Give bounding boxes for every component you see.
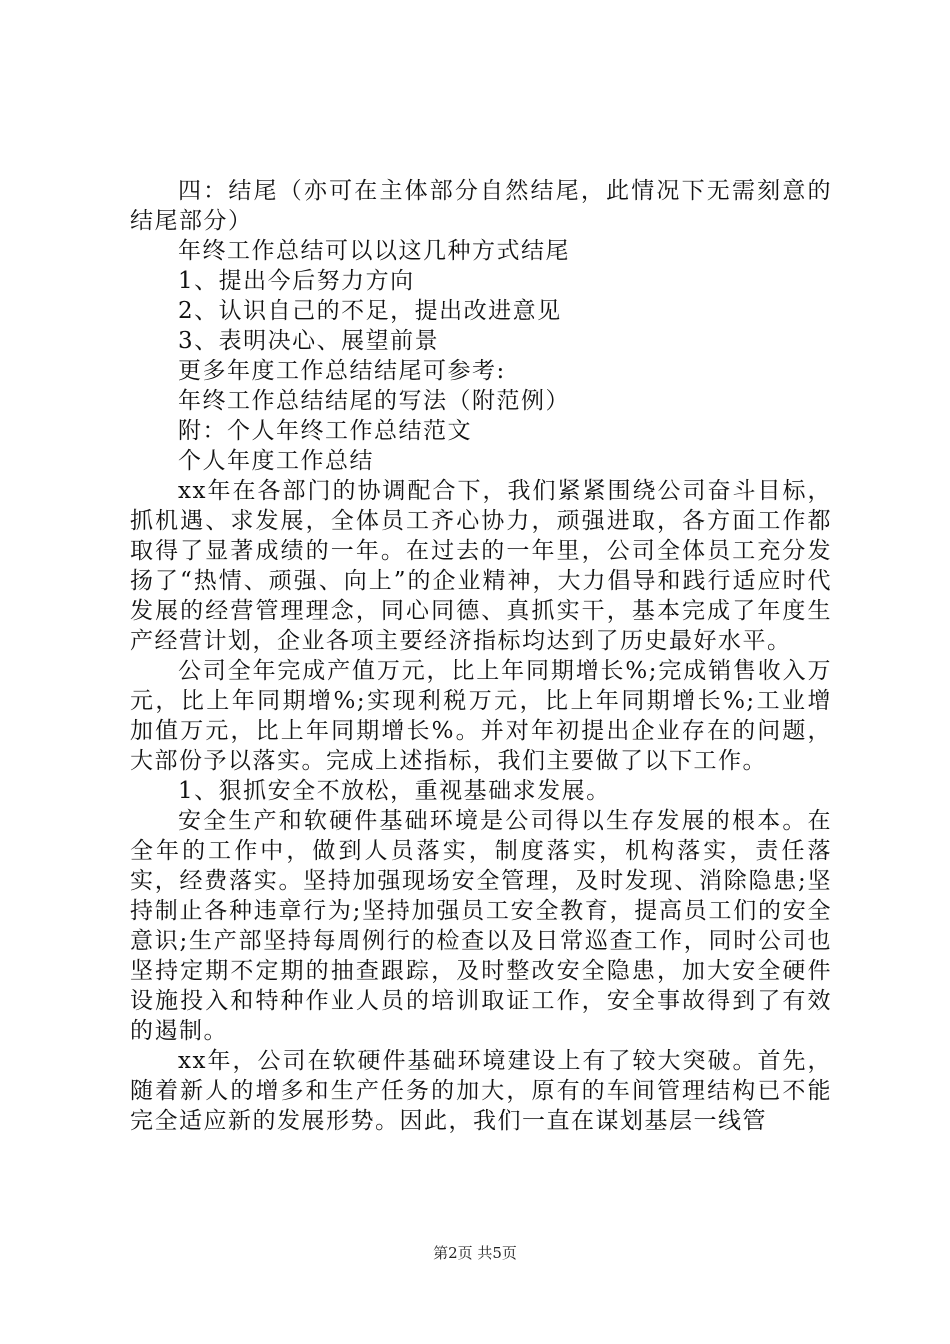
paragraph: 附：个人年终工作总结范文 <box>178 418 472 444</box>
paragraph: xx年在各部门的协调配合下，我们紧紧围绕公司奋斗目标，抓机遇、求发展，全体员工齐心协力，顽强进取，各方面工作都取得了显著成绩的一年。在过去的一年里，公司全体员工充分发扬了“热情、顽强、向上”的企业精神，大力倡导和践行适应时代发展的经营管理理念，同心同德、真抓实干，基本完成了年度生产经营计划，企业各项主要经济指标均达到了历史最好水平。 <box>130 478 832 654</box>
paragraph: 年终工作总结结尾的写法（附范例） <box>178 388 570 414</box>
paragraph: 1、狠抓安全不放松，重视基础求发展。 <box>178 778 611 804</box>
paragraph: xx年，公司在软硬件基础环境建设上有了较大突破。首先，随着新人的增多和生产任务的加大，原有的车间管理结构已不能完全适应新的发展形势。因此，我们一直在谋划基层一线管 <box>130 1048 832 1134</box>
paragraph: 年终工作总结可以以这几种方式结尾 <box>178 238 570 264</box>
document-body <box>130 176 832 1136</box>
paragraph: 个人年度工作总结 <box>178 448 374 474</box>
paragraph: 3、表明决心、展望前景 <box>178 328 440 354</box>
paragraph: 更多年度工作总结结尾可参考: <box>178 358 506 384</box>
paragraph: 安全生产和软硬件基础环境是公司得以生存发展的根本。在全年的工作中，做到人员落实，制度落实，机构落实，责任落实，经费落实。坚持加强现场安全管理，及时发现、消除隐患;坚持制止各种违章行为;坚持加强员工安全教育，提高员工们的安全意识;生产部坚持每周例行的检查以及日常巡查工作，同时公司也坚持定期不定期的抽查跟踪，及时整改安全隐患，加大安全硬件设施投入和特种作业人员的培训取证工作，安全事故得到了有效的遏制。 <box>130 808 832 1044</box>
paragraph: 2、认识自己的不足，提出改进意见 <box>178 298 562 324</box>
paragraph: 公司全年完成产值万元，比上年同期增长%;完成销售收入万元，比上年同期增%;实现利税万元，比上年同期增长%;工业增加值万元，比上年同期增长%。并对年初提出企业存在的问题，大部份予以落实。完成上述指标，我们主要做了以下工作。 <box>130 658 832 774</box>
paragraph: 四：结尾（亦可在主体部分自然结尾，此情况下无需刻意的结尾部分） <box>130 178 832 234</box>
paragraph: 1、提出今后努力方向 <box>178 268 415 294</box>
page-number-footer: 第2页 共5页 <box>433 1244 517 1262</box>
